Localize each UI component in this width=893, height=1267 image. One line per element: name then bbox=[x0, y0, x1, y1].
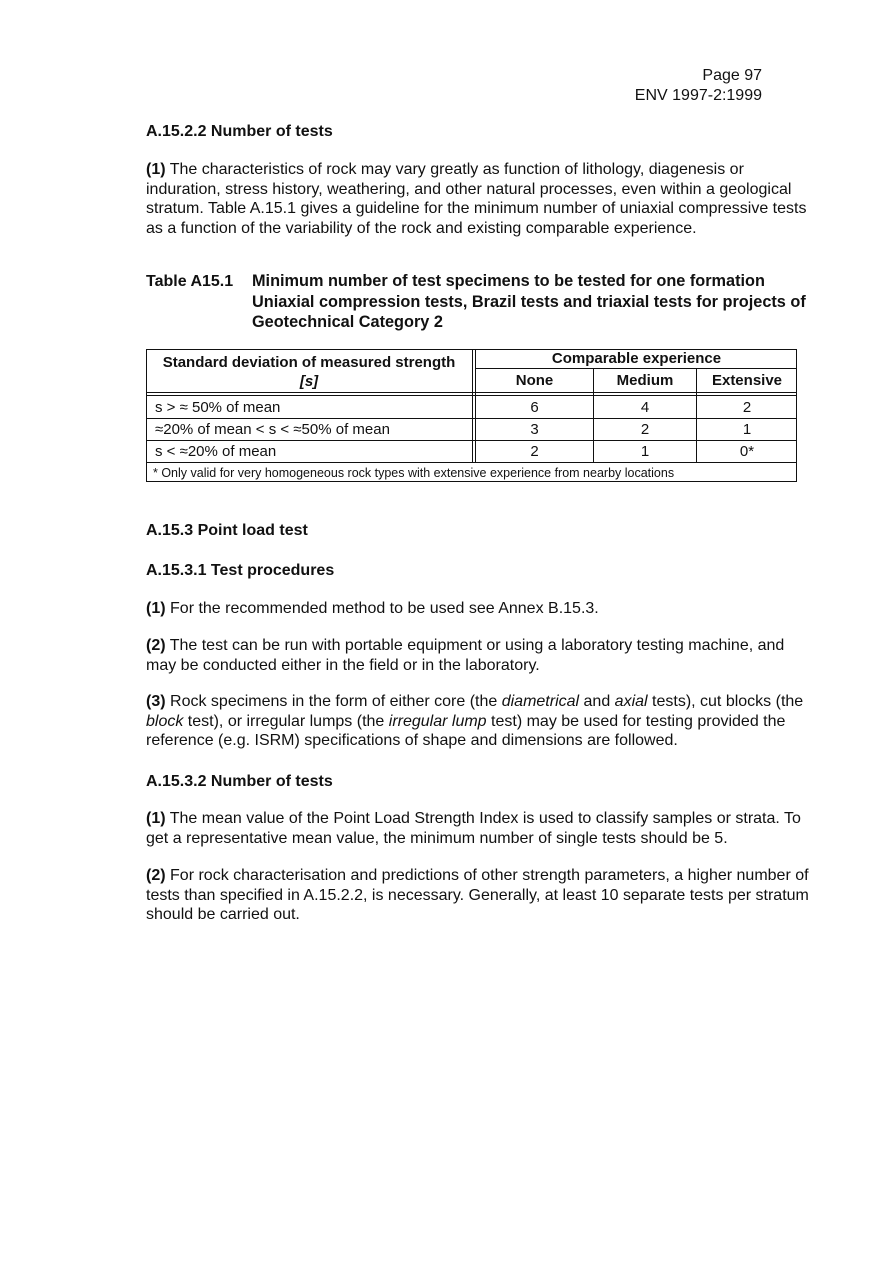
heading-a15-3: A.15.3 Point load test bbox=[146, 522, 308, 539]
cell-value: 1 bbox=[742, 421, 752, 438]
paragraph-text: The test can be run with portable equipment or using a laboratory testing machine, and may be conducted either in the field or in the laboratory. bbox=[146, 637, 785, 674]
paragraph-a15-3-2-1 bbox=[146, 809, 816, 848]
italic-term: diametrical bbox=[501, 693, 580, 710]
cell-value: 2 bbox=[640, 421, 650, 438]
col-header-extensive: Extensive bbox=[711, 372, 783, 389]
heading-a15-2-2: A.15.2.2 Number of tests bbox=[146, 123, 333, 140]
paragraph-text: The characteristics of rock may vary greatly as function of lithology, diagenesis or induration, stress history, weathering, and other natural processes, even within a geological stratum. Table A.15.1 gives a guideline for the minimum number of uniaxial compressive tests as a function of the variability of the rock and existing comparable experience. bbox=[146, 161, 807, 237]
paragraph-text: The mean value of the Point Load Strength Index is used to classify samples or strata. To get a representative mean value, the minimum number of single tests should be 5. bbox=[146, 810, 801, 847]
paragraph-text: For the recommended method to be used see Annex B.15.3. bbox=[170, 600, 599, 617]
text-run: tests), cut blocks (the bbox=[647, 693, 804, 710]
paragraph-number: (3) bbox=[146, 693, 166, 710]
paragraph-a15-2-2-1 bbox=[146, 160, 811, 238]
col-header-none: None bbox=[515, 372, 554, 389]
paragraph-number: (2) bbox=[146, 867, 166, 884]
heading-a15-3-1: A.15.3.1 Test procedures bbox=[146, 562, 335, 579]
table-caption-text: Minimum number of test specimens to be tested for one formation Uniaxial compression tests, Brazil tests and triaxial tests for projects of Geotechnical Category 2 bbox=[252, 272, 806, 331]
divider bbox=[146, 392, 797, 393]
page-number: Page 97 bbox=[702, 67, 762, 84]
paragraph-a15-3-1-3 bbox=[146, 692, 811, 751]
paragraph-number: (1) bbox=[146, 161, 166, 178]
specimen-count-table bbox=[146, 349, 797, 482]
cell-value: 6 bbox=[530, 398, 539, 416]
paragraph-number: (1) bbox=[146, 600, 166, 617]
group-header-comparable-experience: Comparable experience bbox=[551, 350, 722, 367]
paragraph-a15-3-1-1 bbox=[146, 599, 811, 619]
text-run: and bbox=[579, 693, 615, 710]
col-header-medium: Medium bbox=[616, 372, 674, 389]
cell-value: 1 bbox=[640, 443, 650, 460]
paragraph-a15-3-2-2 bbox=[146, 866, 811, 925]
italic-term: axial bbox=[614, 693, 648, 710]
col-header-std-dev-symbol: [s] bbox=[299, 372, 319, 390]
cell-value: 2 bbox=[742, 398, 752, 416]
paragraph-text: For rock characterisation and predictions of other strength parameters, a higher number of tests than specified in A.15.2.2, is necessary. Generally, at least 10 separate tests per stratum should be carried out. bbox=[146, 867, 809, 923]
col-header-std-dev: Standard deviation of measured strength bbox=[162, 353, 456, 371]
standard-reference: ENV 1997-2:1999 bbox=[634, 87, 762, 104]
heading-a15-3-2: A.15.3.2 Number of tests bbox=[146, 773, 333, 790]
row-label: s < ≈20% of mean bbox=[155, 443, 277, 460]
paragraph-number: (1) bbox=[146, 810, 166, 827]
table-footnote: * Only valid for very homogeneous rock types with extensive experience from nearby locations bbox=[153, 465, 675, 480]
text-run: Rock specimens in the form of either core (the bbox=[170, 693, 502, 710]
row-label: ≈20% of mean < s < ≈50% of mean bbox=[155, 421, 390, 438]
cell-value: 3 bbox=[530, 421, 539, 438]
row-label: s > ≈ 50% of mean bbox=[155, 398, 281, 416]
paragraph-a15-3-1-2 bbox=[146, 636, 811, 675]
table-caption-label: Table A15.1 bbox=[146, 273, 234, 290]
italic-term: block bbox=[146, 712, 184, 730]
cell-value: 0* bbox=[739, 443, 755, 460]
text-run: test) may be used for testing provided the reference (e.g. ISRM) specifications of shape and dimensions are followed. bbox=[146, 712, 786, 749]
cell-value: 2 bbox=[530, 443, 539, 460]
italic-term: irregular lump bbox=[388, 712, 487, 730]
divider bbox=[472, 349, 473, 462]
cell-value: 4 bbox=[640, 398, 650, 416]
paragraph-number: (2) bbox=[146, 637, 166, 654]
text-run: test), or irregular lumps (the bbox=[183, 712, 389, 730]
